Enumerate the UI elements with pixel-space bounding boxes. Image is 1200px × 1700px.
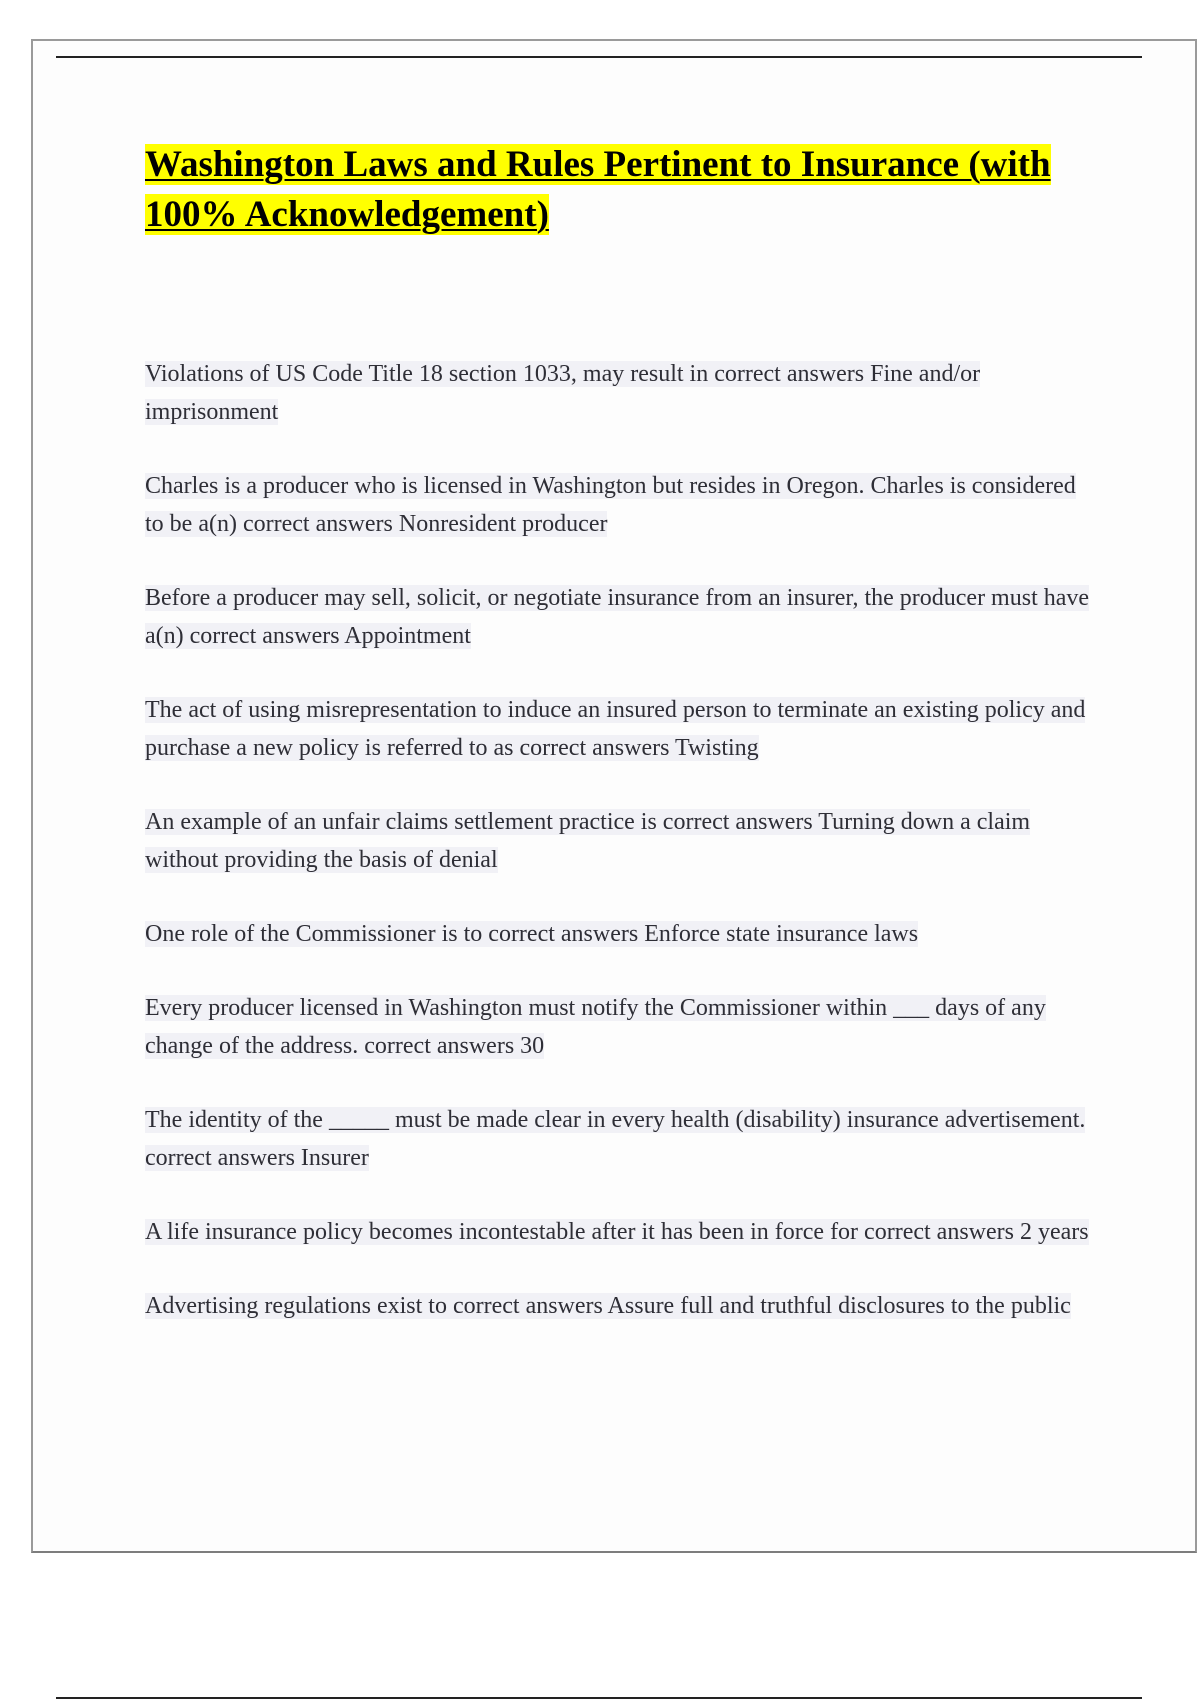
qa-item bbox=[145, 1213, 1090, 1251]
qa-item-text: Advertising regulations exist to correct answers Assure full and truthful disclosures to the public bbox=[145, 1293, 1071, 1319]
qa-item-text: The act of using misrepresentation to induce an insured person to terminate an existing policy and purchase a new policy is referred to as correct answers Twisting bbox=[145, 697, 1086, 761]
qa-item bbox=[145, 355, 1090, 431]
qa-item-text: Every producer licensed in Washington must notify the Commissioner within ___ days of any change of the address. correct answers 30 bbox=[145, 995, 1046, 1059]
qa-item bbox=[145, 803, 1090, 879]
qa-item bbox=[145, 915, 1090, 953]
document-title bbox=[145, 140, 1095, 240]
qa-item-text: Before a producer may sell, solicit, or negotiate insurance from an insurer, the producer must have a(n) correct answers Appointment bbox=[145, 585, 1090, 649]
qa-item-text: Violations of US Code Title 18 section 1033, may result in correct answers Fine and/or imprisonment bbox=[145, 361, 981, 425]
qa-item bbox=[145, 989, 1090, 1065]
qa-item-text: The identity of the _____ must be made clear in every health (disability) insurance advertisement. correct answers Insurer bbox=[145, 1107, 1086, 1171]
top-divider bbox=[56, 56, 1142, 58]
qa-item bbox=[145, 691, 1090, 767]
qa-item bbox=[145, 579, 1090, 655]
qa-item-text: Charles is a producer who is licensed in Washington but resides in Oregon. Charles is considered to be a(n) correct answers Nonresident producer bbox=[145, 473, 1076, 537]
qa-item-text: One role of the Commissioner is to correct answers Enforce state insurance laws bbox=[145, 921, 919, 947]
qa-item bbox=[145, 1101, 1090, 1177]
bottom-divider bbox=[56, 1697, 1142, 1699]
qa-item bbox=[145, 467, 1090, 543]
document-title-text: Washington Laws and Rules Pertinent to Insurance (with 100% Acknowledgement) bbox=[145, 144, 1051, 235]
qa-list bbox=[145, 355, 1090, 1361]
qa-item bbox=[145, 1287, 1090, 1325]
qa-item-text: A life insurance policy becomes incontestable after it has been in force for correct answers 2 years bbox=[145, 1219, 1089, 1245]
qa-item-text: An example of an unfair claims settlement practice is correct answers Turning down a claim without providing the basis of denial bbox=[145, 809, 1031, 873]
